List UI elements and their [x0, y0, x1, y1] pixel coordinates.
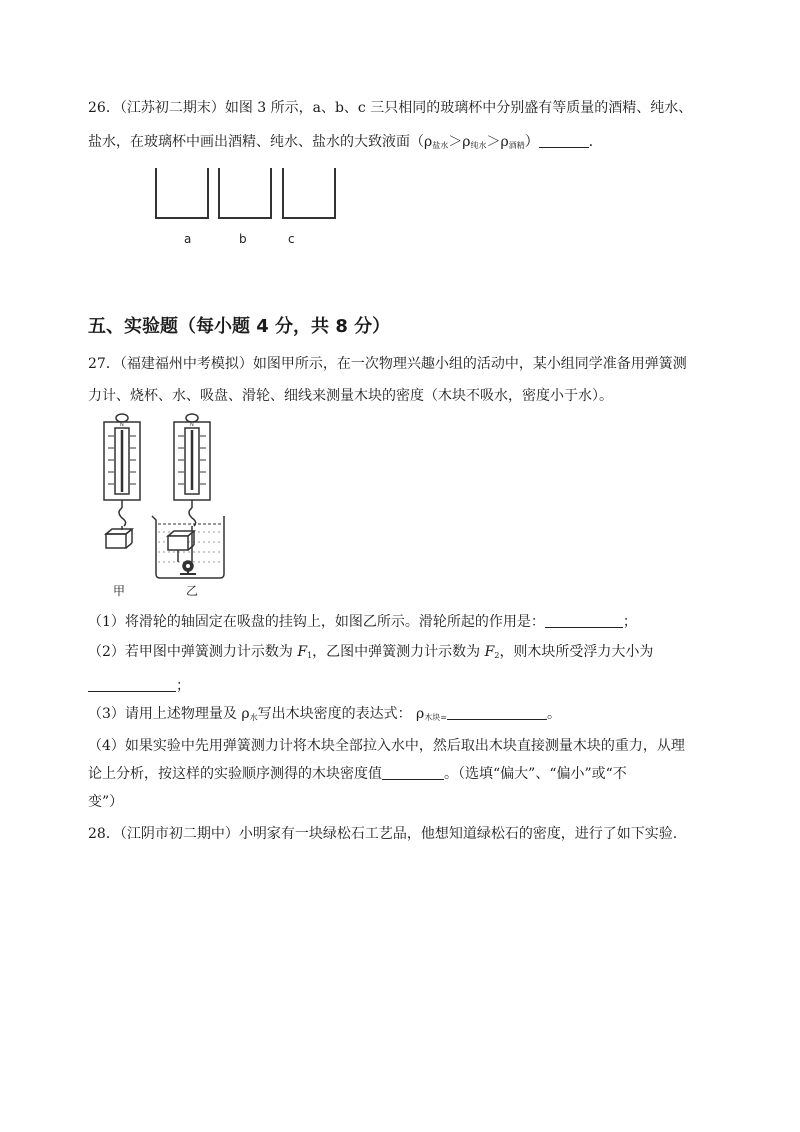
cup-a [156, 168, 208, 218]
scale-unit-label-yi: N [190, 422, 194, 428]
q27-part2-text: ，则木块所受浮力大小为 [499, 644, 654, 660]
scale-unit-label-jia: N [120, 422, 124, 428]
q27-line2: 力计、烧杯、水、吸盘、滑轮、细线来测量木块的密度（木块不吸水，密度小于水）。 [88, 388, 613, 404]
q27-part3-end: 。 [546, 706, 561, 722]
spring-scale-jia [104, 414, 140, 548]
subscript-water: 水 [249, 713, 258, 722]
q26-text: 盐水，在玻璃杯中画出酒精、纯水、盐水的大致液面（ρ [88, 134, 433, 150]
q26-answer-blank[interactable] [539, 133, 589, 148]
q27-part2-end: ； [176, 678, 190, 694]
q27-part2 [88, 642, 653, 666]
q27-part4-text: 论上分析，按这样的实验顺序测得的木块密度值 [88, 766, 382, 782]
subscript-1: 1 [307, 651, 313, 660]
subscript-salt-water: 盐水 [432, 141, 449, 150]
q27-part4-answer-blank[interactable] [382, 765, 444, 780]
q27-part1-end: ； [622, 614, 637, 630]
q27-part4-text: 。（选填“偏大”、“偏小”或“不 [444, 766, 627, 782]
q27-part3 [88, 704, 561, 728]
q26-line1: 26．（江苏初二期末）如图 3 所示，a、b、c 三只相同的玻璃杯中分别盛有等质量的酒精、纯水、 [88, 100, 693, 116]
subscript-alcohol: 酒精 [508, 141, 525, 150]
spring-scale-figure [96, 412, 256, 582]
q27-part4-line3: 变”） [88, 794, 124, 810]
subscript-pure-water: 纯水 [470, 141, 487, 150]
section-title: 五、实验题（每小题 4 分，共 8 分） [88, 316, 391, 337]
q27-part2-answer-line [88, 676, 190, 696]
cup-label-b: b [239, 232, 247, 246]
cup-label-c: c [288, 232, 295, 246]
q27-part3-text: （3）请用上述物理量及 ρ [88, 706, 250, 722]
q27-part4-line2 [88, 764, 627, 784]
q26-text: ． [588, 134, 603, 150]
subscript-wood: 木块= [424, 713, 447, 722]
q27-part4-line1: （4）如果实验中先用弹簧测力计将木块全部拉入水中，然后取出木块直接测量木块的重力，从理 [88, 738, 685, 754]
q26-line2 [88, 132, 603, 156]
q26-text: ＞ρ [486, 134, 509, 150]
q27-line1: 27．（福建福州中考模拟）如图甲所示，在一次物理兴趣小组的活动中，某小组同学准备用弹簧测 [88, 356, 687, 372]
beaker [152, 516, 224, 578]
q27-part2-text: （2）若甲图中弹簧测力计示数为 [88, 644, 298, 660]
variable-f2: F [484, 644, 495, 660]
q27-part2-text: ，乙图中弹簧测力计示数为 [312, 644, 485, 660]
q26-text: ） [524, 134, 539, 150]
q27-part1 [88, 612, 637, 632]
cup-c [283, 168, 335, 218]
q28-line1: 28．（江阴市初二期中）小明家有一块绿松石工艺品，他想知道绿松石的密度，进行了如下实验. [88, 826, 678, 842]
q27-part1-text: （1）将滑轮的轴固定在吸盘的挂钩上，如图乙所示。滑轮所起的作用是： [88, 614, 545, 630]
figure-label-yi: 乙 [186, 584, 199, 598]
q27-part3-answer-blank[interactable] [447, 705, 547, 720]
figure-label-jia: 甲 [113, 584, 126, 598]
q26-text: ＞ρ [448, 134, 471, 150]
q27-part3-text: 写出木块密度的表达式： ρ [257, 706, 425, 722]
cup-label-a: a [184, 232, 192, 246]
q27-part1-answer-blank[interactable] [545, 613, 623, 628]
q27-part2-answer-blank[interactable] [88, 677, 176, 692]
three-cups-figure [150, 166, 350, 226]
cup-b [219, 168, 271, 218]
variable-f1: F [297, 644, 308, 660]
subscript-2: 2 [494, 651, 500, 660]
